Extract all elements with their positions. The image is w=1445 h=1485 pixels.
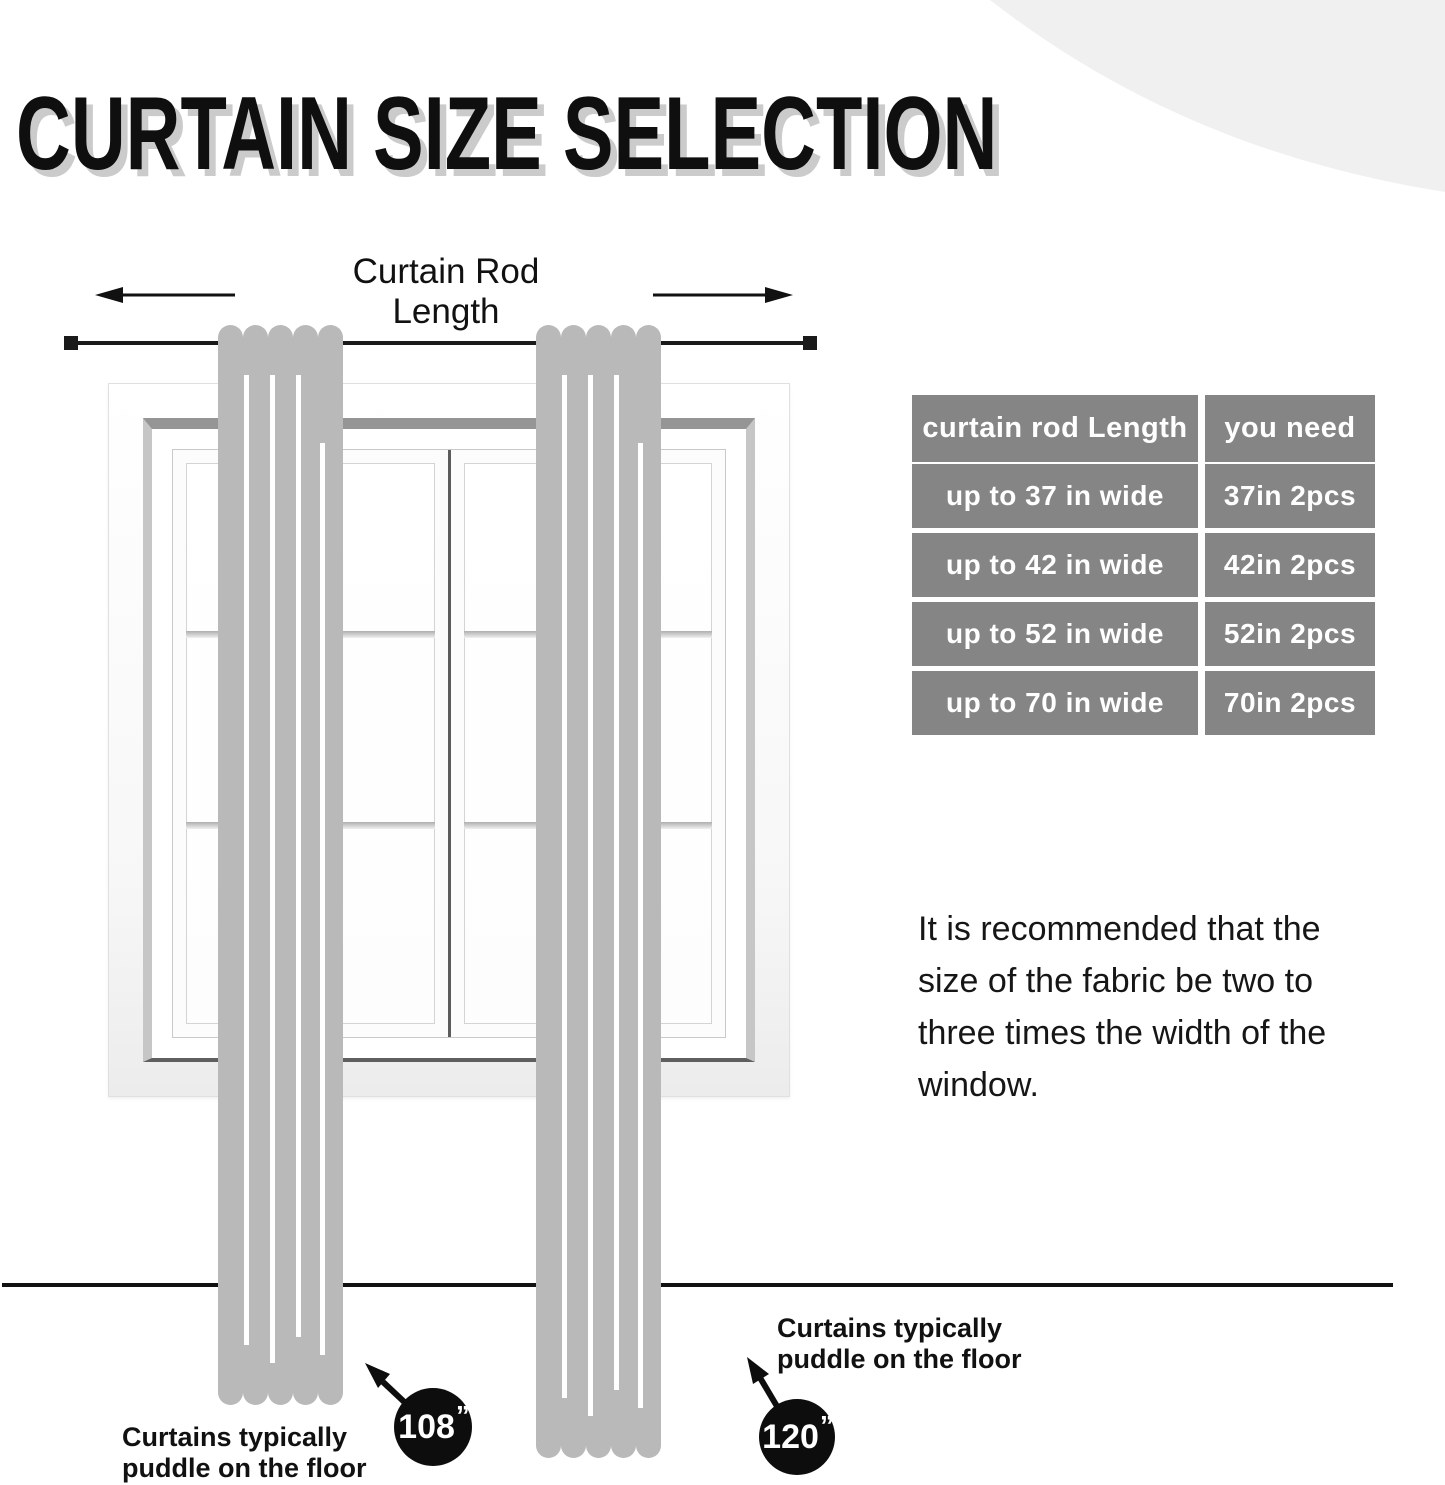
right-arrow-icon [648,284,793,306]
page-title: CURTAIN SIZE SELECTION [16,76,998,192]
puddle-note-right-line2: puddle on the floor [777,1344,1022,1374]
curtain-fold-line [270,375,275,1363]
table-cell: 52in 2pcs [1205,602,1375,666]
table-cell: up to 37 in wide [912,464,1198,528]
curtain-fold-line [296,375,301,1337]
table-cell: 42in 2pcs [1205,533,1375,597]
table-cell: 70in 2pcs [1205,671,1375,735]
rod-end-cap-right [803,336,817,350]
curtain-fold-line [614,375,619,1390]
size-table-header-you-need: you need [1205,395,1375,462]
size-table-header-rod-length: curtain rod Length [912,395,1198,462]
recommendation-text: It is recommended that the size of the fabric be two to three times the width of the window. [918,910,1327,1104]
curtain-bottom-scallops [218,1380,343,1405]
table-cell: up to 52 in wide [912,602,1198,666]
inch-mark: ” [819,1410,832,1442]
curtain-rod-line [67,341,816,345]
window-illustration [108,383,790,1097]
size-table [912,395,1375,735]
length-callout-108 [394,1388,472,1466]
curtain-fold-line [638,443,643,1408]
table-cell: up to 70 in wide [912,671,1198,735]
inch-mark: ” [455,1400,468,1432]
curtain-fold-line [244,375,249,1345]
length-callout-120 [759,1399,835,1475]
length-value: 108 [398,1407,455,1446]
curtain-fold-line [588,375,593,1416]
curtain-fold-line [320,443,325,1355]
puddle-note-right-line1: Curtains typically [777,1313,1003,1343]
curtain-panel-right [536,325,661,1458]
left-arrow-icon [95,284,240,306]
curtain-fold-line [562,375,567,1398]
puddle-note-right [777,1313,1021,1375]
curtain-panel-left [218,325,343,1405]
floor-line [2,1283,1393,1287]
table-cell: 37in 2pcs [1205,464,1375,528]
rod-length-label: Curtain Rod Length [352,252,540,331]
table-cell: up to 42 in wide [912,533,1198,597]
puddle-note-left [122,1422,366,1484]
puddle-note-left-line1: Curtains typically [122,1422,348,1452]
curtain-bottom-scallops [536,1433,661,1458]
rod-end-cap-left [64,336,78,350]
length-value: 120 [762,1417,819,1456]
puddle-note-left-line2: puddle on the floor [122,1453,367,1483]
corner-decoration [985,0,1445,200]
